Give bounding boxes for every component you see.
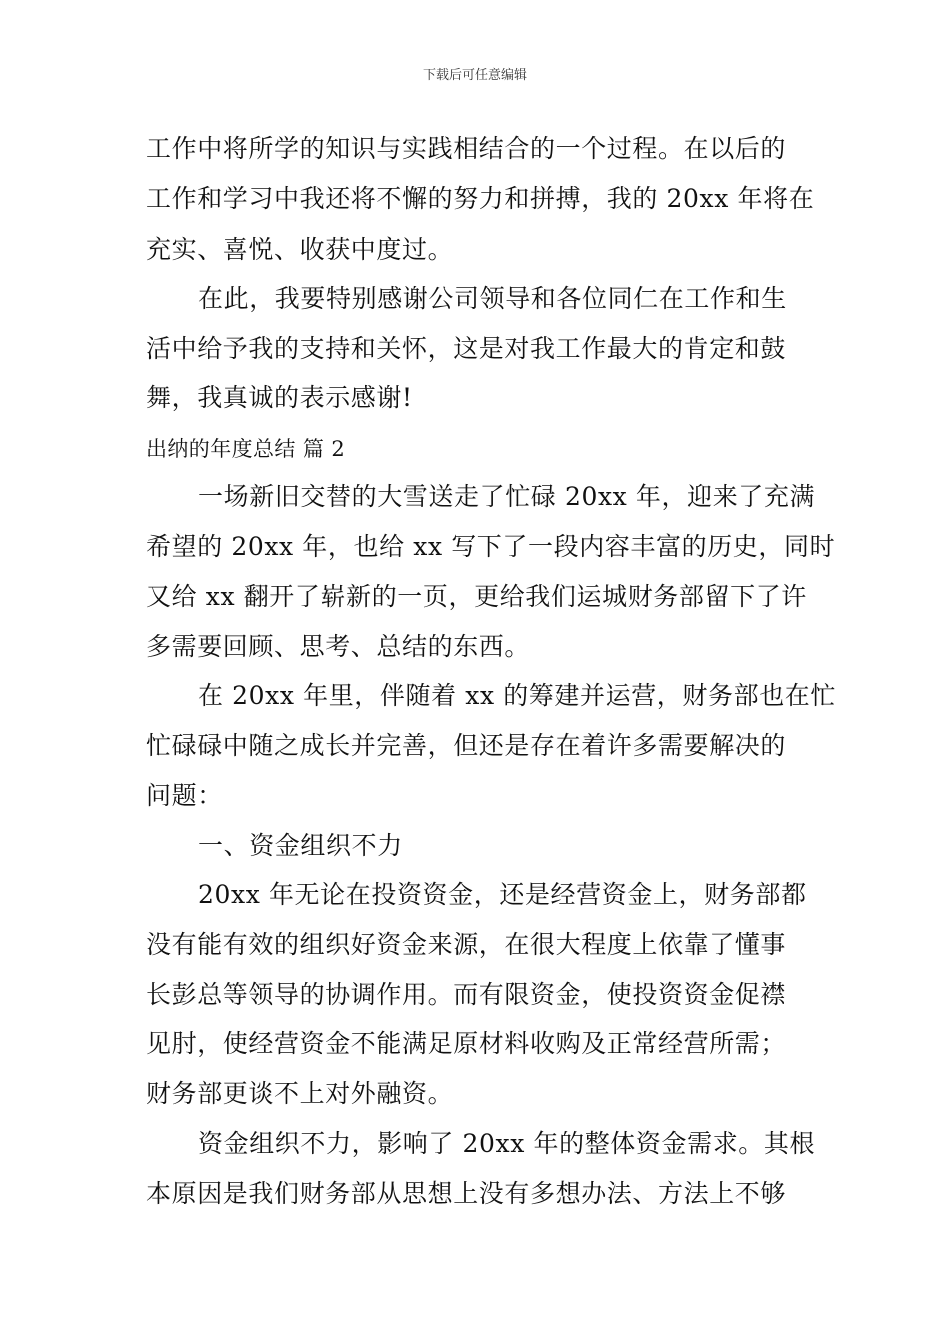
text-line: 问题： (146, 781, 223, 810)
text-line: 舞，我真诚的表示感谢! (146, 383, 413, 412)
text-line: 长彭总等领导的协调作用。而有限资金，使投资资金促襟 (146, 980, 787, 1009)
text-line: 工作和学习中我还将不懈的努力和拼搏，我的 20xx 年将在 (146, 184, 815, 213)
text-line: 充实、喜悦、收获中度过。 (146, 235, 454, 264)
text-line: 忙碌碌中随之成长并完善，但还是存在着许多需要解决的 (146, 731, 787, 760)
text-line: 没有能有效的组织好资金来源，在很大程度上依靠了懂事 (146, 930, 787, 959)
section-heading: 出纳的年度总结 篇 2 (146, 437, 346, 461)
paragraph-start-line: 资金组织不力，影响了 20xx 年的整体资金需求。其根 (198, 1129, 816, 1158)
text-line: 工作中将所学的知识与实践相结合的一个过程。在以后的 (146, 134, 787, 163)
text-line: 本原因是我们财务部从思想上没有多想办法、方法上不够 (146, 1179, 787, 1208)
paragraph-start-line: 在此，我要特别感谢公司领导和各位同仁在工作和生 (198, 284, 787, 313)
text-line: 见肘，使经营资金不能满足原材料收购及正常经营所需； (146, 1029, 787, 1058)
text-line: 希望的 20xx 年，也给 xx 写下了一段内容丰富的历史，同时 (146, 532, 836, 561)
text-line: 又给 xx 翻开了崭新的一页，更给我们运城财务部留下了许 (146, 582, 807, 611)
paragraph-start-line: 在 20xx 年里，伴随着 xx 的筹建并运营，财务部也在忙 (198, 681, 836, 710)
paragraph-start-line: 20xx 年无论在投资资金，还是经营资金上，财务部都 (198, 880, 807, 909)
text-line: 多需要回顾、思考、总结的东西。 (146, 632, 531, 661)
text-line: 活中给予我的支持和关怀，这是对我工作最大的肯定和鼓 (146, 334, 787, 363)
page-header: 下载后可任意编辑 (422, 68, 527, 83)
subsection-heading: 一、资金组织不力 (198, 831, 403, 860)
text-line: 财务部更谈不上对外融资。 (146, 1079, 454, 1108)
paragraph-start-line: 一场新旧交替的大雪送走了忙碌 20xx 年，迎来了充满 (198, 482, 816, 511)
